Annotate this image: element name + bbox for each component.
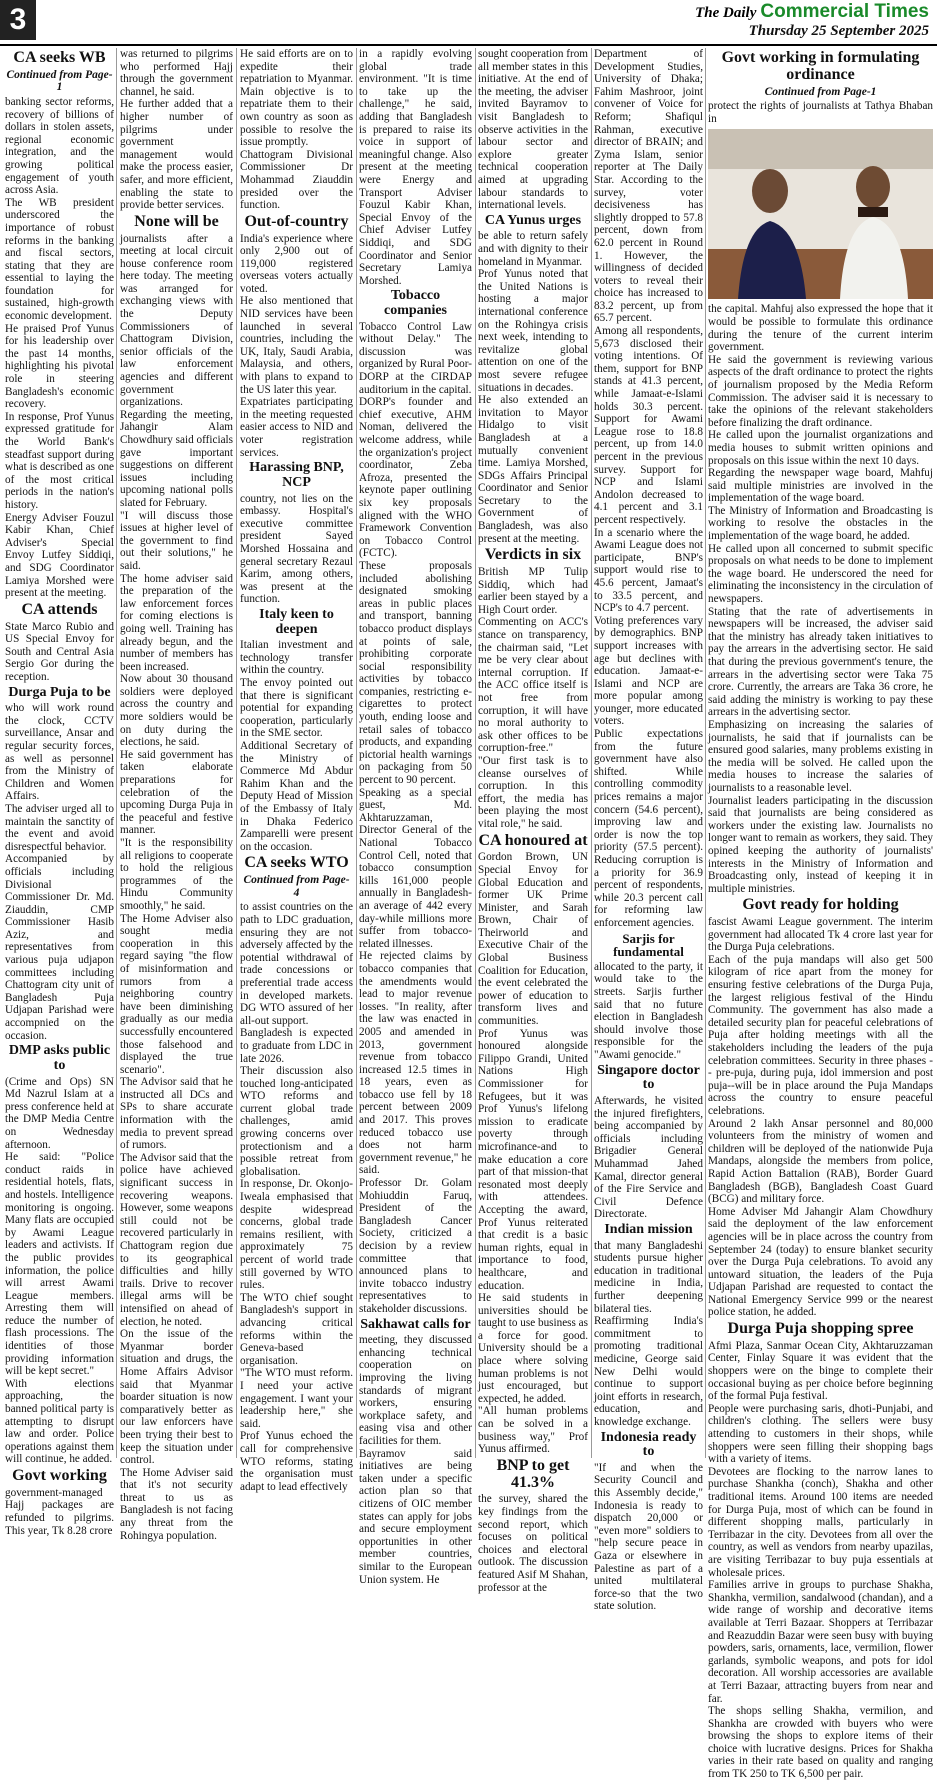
headline: Govt working bbox=[12, 1467, 107, 1484]
column-4 bbox=[359, 48, 472, 1586]
paragraph: The Home Adviser also sought media cooperation in this regard saying "the flow of misinformation and rumors from a neighboring country have been diminishing gradually as our media successfully encountered those falsehood and displayed the true scenario". bbox=[120, 912, 233, 1076]
column-rule bbox=[236, 48, 237, 1458]
column-rule bbox=[116, 48, 117, 1458]
paragraph: journalists after a meeting at local circuit house conference room here today. The meeting was arranged for exchanging views with the Deputy Commissioners of Chattogram Division, senior officials of the law enforcement agencies and different government organizations. bbox=[120, 232, 233, 409]
headline: Harassing BNP, NCP bbox=[249, 460, 344, 490]
paragraph: Public expectations from the future government have also shifted. While controlling commodity prices remains a major concern (54.6 percent), improving law and order is now the top priority (57.5 percent). Reducing corruption is a priority for 36.9 percent of respondents, while 20.3 percent call for reforming law enforcement agencies. bbox=[594, 728, 703, 929]
photo-illustration bbox=[708, 129, 933, 299]
paragraph: protect the rights of journalists at Tathya Bhaban in bbox=[708, 100, 933, 125]
paragraph: allocated to the party, it would take to the streets. Sarjis further said that no future election in Bangladesh should involve those responsible for the "Awami genocide." bbox=[594, 960, 703, 1061]
paragraph: be able to return safely and with dignity to their homeland in Myanmar. bbox=[478, 230, 588, 268]
headline: Singapore doctor to bbox=[597, 1062, 700, 1093]
paragraph: The envoy pointed out that there is significant potential for expanding cooperation, particularly in the SME sector. bbox=[240, 677, 353, 740]
paragraph: He said efforts are on to expedite their repatriation to Myanmar. Main objective is to repatriate them to their own country as soon as possible to resolve the issue promptly. bbox=[240, 48, 353, 149]
paragraph: the capital. Mahfuj also expressed the hope that it would be possible to formulate this ordinance during the tenure of the current interim government. bbox=[708, 303, 933, 354]
paragraph: With elections approaching, the banned political party is attempting to disrupt law and order. Police operations against them will continue, he added. bbox=[5, 1377, 114, 1466]
paragraph: Commenting on ACC's stance on transparency, the chairman said, "Let me be very clear about internal corruption. If the ACC office itself is not free from corruption, it will have no moral authority to ask other offices to be corruption-free." bbox=[478, 616, 588, 755]
paragraph: India's experience where only 2,900 out of 119,000 registered overseas voters actually voted. bbox=[240, 232, 353, 295]
paragraph: (Crime and Ops) SN Md Nazrul Islam at a press conference held at the DMP Media Centre on Wednesday afternoon. bbox=[5, 1075, 114, 1151]
paragraph: Now about 30 thousand soldiers were deployed across the country and more soldiers would be on duty during the elections, he said. bbox=[120, 673, 233, 749]
paragraph: Afmi Plaza, Sanmar Ocean City, Akhtaruzzaman Center, Finlay Square it was evident that the shoppers were on the binge to complete their occasional buying as per choice before beginning of the formal Puja festival. bbox=[708, 1339, 933, 1403]
paragraph: "The WTO must reform. I need your active engagement. I want your leadership here," she said. bbox=[240, 1367, 353, 1430]
paragraph: Their discussion also touched long-anticipated WTO reforms and current global trade challenges, amid growing concerns over protectionism and a possible retreat from globalisation. bbox=[240, 1065, 353, 1178]
column-5 bbox=[478, 48, 589, 1594]
paragraph: In response, Prof Yunus expressed gratitude for the World Bank's steadfast support during what is described as one of the most critical periods in the nation's history. bbox=[5, 410, 114, 511]
paragraph: The home adviser said the preparation of the law enforcement forces for coming elections is going well. Training has already begun, and the number of members has been increased. bbox=[120, 572, 233, 673]
column-rule bbox=[705, 48, 706, 1458]
paragraph: Afterwards, he visited the injured firefighters, being accompanied by officials including Brigadier General Muhammad Jahed Kamal, director general of the Fire Service and Civil Defence Directorate. bbox=[594, 1094, 703, 1221]
paragraph: State Marco Rubio and US Special Envoy for South and Central Asia Sergio Gor during the reception. bbox=[5, 620, 114, 683]
paragraph: Families arrive in groups to purchase Shakha, Shankha, vermilion, sandalwood (chandan), and a wide range of worship and decorative items available at Terri Bazaar. Shoppers at Terribazar and Reazuddin Bazar were seen busy with buying powders, saris, ornaments, lace, vermilion, flower garlands, symbolic weapons, and pots for idol decoration. All worship accessories are available at Terri Bazaar, attracting buyers from near and far. bbox=[708, 1579, 933, 1705]
paragraph: "If and when the Security Council and this Assembly decide," Indonesia is ready to dispatch 20,000 or "even more" soldiers to "help secure peace in Gaza or elsewhere in Palestine as part of a united multilateral force-so that the two state solution. bbox=[594, 1461, 703, 1613]
paragraph: Expatriates participating in the meeting requested easier access to NID and voter registration services. bbox=[240, 396, 353, 459]
paragraph: Energy Adviser Fouzul Kabir Khan, Chief Adviser's Special Envoy Lutfey Siddiqi, and SDG Coordinator Lamiya Morshed were present at the meeting. bbox=[5, 511, 114, 600]
column-2 bbox=[120, 48, 233, 1542]
paragraph: fascist Awami League government. The interim government had allocated Tk 4 crore last year for the Durga Puja celebrations. bbox=[708, 916, 933, 954]
column-7 bbox=[708, 48, 933, 1781]
paragraph: He said government has taken elaborate preparations for celebration of the upcoming Durga Puja in the peaceful and festive manner. bbox=[120, 748, 233, 837]
paragraph: Journalist leaders participating in the discussion said that journalists are being considered as workers under the existing law. Journalists no longer want to remain as workers, they said. They opined keeping the authority of journalists' interests in the Ministry of Information and Broadcasting only, instead of keeping it in multiple ministries. bbox=[708, 794, 933, 895]
paragraph: Speaking as a special guest, Md. Akhtaruzzaman, Director General of the National Tobacco Control Cell, noted that tobacco consumption kills 161,000 people annually in Bangladesh-an average of 442 every day-while millions more suffer from tobacco-related illnesses. bbox=[359, 786, 472, 950]
paragraph: "It is the responsibility all religions to cooperate to hold the religious programmes of the Hindu Community smoothly," he said. bbox=[120, 837, 233, 912]
paragraph: On the issue of the Myanmar border situation and drugs, the Home Affairs Advisor said that Myanmar boarder situation is now comparatively better as our law enforcers have been trying their best to keep the situation under control. bbox=[120, 1328, 233, 1467]
paragraph: Tobacco Control Law without Delay." The discussion was organized by Rural Poor-DORP at the CIRDAP auditorium in the capital. bbox=[359, 320, 472, 396]
paragraph: Chattogram Divisional Commissioner Dr Mohammad Ziauddin presided over the function. bbox=[240, 148, 353, 212]
column-3 bbox=[240, 48, 353, 1493]
newspaper-logo bbox=[695, 1, 929, 23]
headline: Out-of-country bbox=[244, 212, 349, 230]
paragraph: He rejected claims by tobacco companies that the amendments would lead to major revenue losses. "In reality, after the law was enacted in 2005 and amended in 2013, government revenue from tobacco increased 12.5 times in 18 years, even as tobacco use fell by 18 percent between 2009 and 2017. This proves reduced tobacco use does not harm government revenue," he said. bbox=[359, 950, 472, 1177]
paragraph: Reaffirming India's commitment to promoting traditional medicine, George said New Delhi would continue to support joint efforts in research, education, and knowledge exchange. bbox=[594, 1315, 703, 1428]
paragraph: Home Adviser Md Jahangir Alam Chowdhury said the deployment of the law enforcement agencies will be in place across the country from September 24 (today) to ensure blanket security over the Durga Puja celebrations. To avoid any untoward situation, the leaders of the Puja Udjapan Parishad are requested to contact the National Emergency Service 999 or the nearest police station, he added. bbox=[708, 1205, 933, 1319]
paragraph: Stating that the rate of advertisements in newspapers will be increased, the adviser said that the ministry has already taken initiatives to pay the arrears in the advertising sector. He said that during the previous government's tenure, the arrears in the advertising sector were Taka 75 crore. Currently, the arrears are Taka 36 crore, he said adding the ministry is working to pay these arrears in the advertising sector. bbox=[708, 605, 933, 719]
paragraph: He called upon all concerned to submit specific proposals on what needs to be done to implement the wage board. He underscored the need for eliminating the inconsistency in the circulation of newspapers. bbox=[708, 542, 933, 606]
continued-note: Continued from Page-1 bbox=[764, 85, 877, 98]
news-photo bbox=[708, 129, 933, 299]
paragraph: The Ministry of Information and Broadcasting is working to resolve the obstacles in the implementation of the wage board, he added. bbox=[708, 504, 933, 543]
paragraph: Gordon Brown, UN Special Envoy for Global Education and former UK Prime Minister, and Sarah Brown, Chair of Theirworld and Executive Chair of the Global Business Coalition for Education, the event celebrated the power of education to transform lives and communities. bbox=[478, 851, 588, 1028]
column-rule bbox=[591, 48, 592, 1458]
headline: CA Yunus urges bbox=[484, 212, 582, 228]
headline: None will be bbox=[134, 212, 219, 230]
issue-date: Thursday 25 September 2025 bbox=[748, 23, 929, 39]
paragraph: who will work round the clock, CCTV surveillance, Ansar and regular security forces, as well as personnel from the Ministry of Children and Women Affairs. bbox=[5, 702, 114, 803]
paragraph: "All human problems can be solved in a business way," Prof Yunus affirmed. bbox=[478, 1405, 588, 1456]
headline: Verdicts in six bbox=[484, 546, 582, 564]
paragraph: The Home Adviser said that it's not security threat to us as Bangladesh is not facing any threat from the Rohingya population. bbox=[120, 1466, 233, 1542]
paragraph: Among all respondents, 5,673 disclosed their voting intentions. Of them, support for BNP stands at 41.3 percent, while Jamaat-e-Islami holds 30.3 percent. Support for Awami League rose to 18.8 percent, up from 14.0 percent in the previous survey. Support for NCP and Islami Andolon decreased to 4.1 percent and 3.1 percent respectively. bbox=[594, 325, 703, 526]
paragraph: Devotees are flocking to the narrow lanes to purchase Shankha (conch), Shakha and other traditional items. Around 100 items are needed for Durga Puja, most of which can be found in different shopping malls, particularly in Terribazar in the city. Devotees from all over the country, as well as vendors from nearby upazilas, are visiting Terribazar to buy puja essentials at wholesale prices. bbox=[708, 1465, 933, 1579]
paragraph: Prof Yunus echoed the call for comprehensive WTO reforms, stating the organisation must adapt to lead effectively bbox=[240, 1430, 353, 1493]
continued-note: Continued from Page-1 bbox=[6, 68, 113, 94]
paragraph: Around 2 lakh Ansar personnel and 80,000 volunteers from the ministry of women and children will be deployed of the nationwide Puja Mandaps, alongside the members from police, Rapid Action Battalion (RAB), Border Guard Bangladesh (BGB), Bangladesh Coast Guard (BCG) and military force. bbox=[708, 1117, 933, 1206]
headline: Indonesia ready to bbox=[600, 1429, 697, 1460]
page-number: 3 bbox=[0, 0, 36, 40]
paragraph: the survey, shared the key findings from the second report, which focuses on political choices and electoral outlook. The discussion featured Asif M Shahan, professor at the bbox=[478, 1493, 588, 1594]
column-6 bbox=[594, 48, 703, 1613]
paragraph: government-managed Hajj packages are refunded to pilgrims. This year, Tk 8.28 crore bbox=[5, 1486, 114, 1537]
column-1 bbox=[5, 48, 114, 1537]
paragraph: Prof Yunus noted that the United Nations is hosting a major international conference on the Rohingya crisis next week, intending to revitalize global attention on one of the most severe refugee situations in decades. bbox=[478, 268, 588, 394]
paragraph: He praised Prof Yunus for his leadership over the past 14 months, highlighting his pivotal role in steering Bangladesh's economic recovery. bbox=[5, 322, 114, 411]
paragraph: The adviser urged all to maintain the sanctity of the event and avoid disrespectful behavior. bbox=[5, 802, 114, 853]
paragraph: The Advisor said that the police have achieved significant success in recovering weapons. However, some weapons still could not be recovered particularly in Chattogram region due to its geographical difficulties and hilly trails. Drive to recover illegal arms will be intensified on ahead of election, he noted. bbox=[120, 1151, 233, 1328]
paragraph: He called upon the journalist organizations and media houses to submit written opinions and proposals on this issue within the next 10 days. bbox=[708, 429, 933, 467]
paragraph: He also mentioned that NID services have been launched in several countries, including the UK, Italy, Saudi Arabia, Malaysia, and others, with plans to expand to the US later this year. bbox=[240, 295, 353, 396]
paragraph: He also extended an invitation to Mayor Hidalgo to visit Bangladesh at a mutually convenient time. Lamiya Morshed, SDGs Affairs Principal Coordinator and Senior Secretary to the Government of Bangladesh, was also present at the meeting. bbox=[478, 394, 588, 545]
paragraph: DORP's founder and chief executive, AHM Noman, delivered the welcome address, while the organization's project coordinator, Zeba Afroza, presented the keynote paper outlining six key proposals aligned with the WHO Framework Convention on Tobacco Control (FCTC). bbox=[359, 396, 472, 560]
paragraph: banking sector reforms, recovery of billions of dollars in stolen assets, regional economic integration, and the growing political engagement of youth across Asia. bbox=[5, 95, 114, 197]
headline: Indian mission bbox=[604, 1221, 693, 1237]
paragraph: He said students in universities should be taught to use business as a force for good. University should be a place where solving human problems is not just encouraged, but expected, he added. bbox=[478, 1292, 589, 1405]
paragraph: Emphasizing on increasing the salaries of journalists, he said that if journalists can be ensured good salaries, many problems existing in the media will be solved. He called upon the media houses to increase the salaries of journalists to a reasonable level. bbox=[708, 718, 933, 794]
paragraph: Prof Yunus was honoured alongside Filippo Grandi, United Nations High Commissioner for Refugees, but it was Prof Yunus's lifelong mission to eradicate poverty through microfinance-and to make education a core part of that mission-that resonated most deeply with attendees. Accepting the award, Prof Yunus reiterated that credit is a basic human rights, equal in importance to food, healthcare, and education. bbox=[478, 1027, 588, 1292]
paragraph: Each of the puja mandaps will also get 500 kilogram of rice apart from the money for ensuring festive celebrations of the Durga Puja, the largest religious festival of the Hindu Community. The government has also made a detailed security plan for peaceful celebrations of Puja after holding meetings with all the stakeholders including the leaders of the puja celebration committees. Security in three phases -- pre-puja, during puja, idol immersion and post puja--will be in place around the Puja Mandaps across the country to ensure peaceful celebrations. bbox=[708, 953, 933, 1117]
paragraph: was returned to pilgrims who performed Hajj through the government channel, he said. bbox=[120, 48, 233, 98]
paragraph: He said the government is reviewing various aspects of the draft ordinance to protect the rights of journalism proposed by the Media Reform Commission. The adviser said it is necessary to take the opinions of the relevant stakeholders before finalizing the draft ordinance. bbox=[708, 353, 933, 429]
headline: CA seeks WB bbox=[13, 49, 106, 66]
paragraph: These proposals included abolishing designated smoking areas in public places and transport, banning tobacco product displays at points of sale, prohibiting corporate social responsibility activities by tobacco companies, restricting e-cigarettes to protect youth, ending loose and retail sales of tobacco products, and expanding pictorial health warnings on packaging from 50 percent to 90 percent. bbox=[359, 559, 472, 787]
paragraph: in a rapidly evolving global trade environment. "It is time to take up the challenge," he said, adding that Bangladesh is prepared to raise its voice in support of meaningful change. Also present at the meeting were Energy and Transport Adviser Fouzul Kabir Khan, Special Envoy of the Chief Adviser Lutfey Siddiqi, and SDG Coordinator and Senior Secretary Lamiya Morshed. bbox=[359, 48, 472, 287]
paragraph: Professor Dr. Golam Mohiuddin Faruq, President of the Bangladesh Cancer Society, criticized a decision by a review committee that announced plans to invite tobacco industry representatives to stakeholder discussions. bbox=[359, 1177, 472, 1315]
headline: Sarjis for fundamental bbox=[613, 930, 684, 960]
paragraph: The WB president underscored the importance of robust reforms in the banking and fiscal sectors, stating that they are essential to laying the foundation for sustained, high-growth economic development. bbox=[5, 196, 114, 323]
paragraph: Additional Secretary of the Ministry of Commerce Md Abdur Rahim Khan and the Deputy Head of Mission of the Embassy of Italy in Dhaka Federico Zamparelli were present on the occasion. bbox=[240, 740, 353, 853]
paragraph: sought cooperation from all member states in this initiative. At the end of the meeting, the adviser invited Bayramov to visit Bangladesh to observe activities in the labour sector and explore greater technical cooperation aimed at upgrading labour standards to international levels. bbox=[478, 48, 588, 212]
paragraph: Bayramov said initiatives are being taken under a specific action plan so that citizens of OIC member states can apply for jobs and secure employment opportunities in other member countries, similar to the European Union system. He bbox=[359, 1447, 472, 1586]
headline: Durga Puja to be bbox=[8, 684, 111, 700]
headline: CA honoured at bbox=[478, 831, 588, 849]
headline: CA attends bbox=[21, 600, 98, 618]
logo-prefix: The Daily bbox=[695, 5, 757, 21]
paragraph: The shops selling Shakha, vermilion, and Shankha are crowded with buyers who were browsing the shops to explore items of their choice with lucrative designs. Prices for Shakha varies in their rate based on quality and ranging from TK 250 to TK 6,500 per pair. bbox=[708, 1705, 933, 1781]
paragraph: In response, Dr. Okonjo-Iweala emphasised that despite widespread concerns, global trade remains resilient, with approximately 75 percent of world trade still governed by WTO rules. bbox=[240, 1178, 353, 1292]
headline: Sakhawat calls for bbox=[360, 1316, 471, 1332]
paragraph: The Advisor said that he instructed all DCs and SPs to share accurate information with the media to prevent spread of rumors. bbox=[120, 1076, 233, 1152]
paragraph: He said: "Police conduct raids in residential hotels, flats, and hostels. Intelligence monitoring is ongoing. Many flats are occupied by Awami League leaders and activists. If the public provides information, the police will arrest Awami League members. Arresting them will reduce the number of flash processions. The identities of those providing information will be kept secret." bbox=[5, 1151, 114, 1378]
headline: Govt working in formulating ordinance bbox=[721, 49, 920, 83]
paragraph: The WTO chief sought Bangladesh's support in advancing critical reforms within the Geneva-based organisation. bbox=[240, 1291, 353, 1367]
masthead bbox=[0, 0, 937, 46]
column-rule bbox=[356, 48, 357, 1458]
paragraph: He further added that a higher number of pilgrims under government management would make the process easier, safer, and more efficient, enabling the state to provide better services. bbox=[120, 98, 233, 212]
paragraph: to assist countries on the path to LDC graduation, ensuring they are not adversely affected by the potential withdrawal of trade concessions or preferential trade access in developed markets. DG WTO assured of her all-out support. bbox=[240, 901, 353, 1027]
headline: Durga Puja shopping spree bbox=[727, 1320, 914, 1338]
headline: Govt ready for holding bbox=[742, 896, 899, 914]
paragraph: Regarding the meeting, Jahangir Alam Chowdhury said officials gave important suggestions on different issues including upcoming national polls slated for February. bbox=[120, 408, 233, 509]
paragraph: Accompanied by officials including Divisional Commissioner Dr. Md. Ziauddin, CMP Commissioner Hasib Aziz, and representatives from various puja udjapon committees including Chattogram city unit of Bangladesh Puja Udjapan Parishad were accompnied on the occasion. bbox=[5, 853, 114, 1042]
paragraph: Bangladesh is expected to graduate from LDC in late 2026. bbox=[240, 1027, 353, 1065]
paragraph: "I will discuss those issues at higher level of the government to find out their solutions," he said. bbox=[120, 509, 233, 572]
headline: BNP to get 41.3% bbox=[496, 1456, 570, 1491]
paragraph: Voting preferences vary by demographics. BNP support increases with age but declines with education. Jamaat-e-Islami and NCP are more popular among younger, more educated voters. bbox=[594, 614, 703, 728]
logo-name: Commercial Times bbox=[760, 1, 929, 22]
column-rule bbox=[475, 48, 476, 1458]
headline: Italy keen to deepen bbox=[259, 606, 334, 637]
paragraph: People were purchasing saris, dhoti-Punjabi, and children's clothing. The sellers were busy attending to customers in their shops, while shoppers were seen filling their shopping bags with a variety of items. bbox=[708, 1402, 933, 1466]
paragraph: Italian investment and technology transfer within the country. bbox=[240, 639, 353, 677]
paragraph: "Our first task is to cleanse ourselves of corruption. In this effort, the media has been playing the most vital role," he said. bbox=[478, 754, 588, 830]
continued-note: Continued from Page- 4 bbox=[243, 874, 350, 899]
paragraph: Department of Development Studies, University of Dhaka; Fahim Mashroor, joint convener of Voice for Reform; Shafiqul Rahman, executive director of BRAIN; and Zyma Islam, senior reporter at The Daily Star. According to the survey, voter decisiveness has slightly dropped to 57.8 percent, down from 62.0 percent in Round 1. However, the willingness of decided voters to reveal their choice has increased to 83.2 percent, up from 65.7 percent. bbox=[594, 48, 703, 325]
headline: CA seeks WTO bbox=[244, 854, 349, 872]
paragraph: In a scenario where the Awami League does not participate, BNP's support would rise to 45.6 percent, Jamaat's to 33.5 percent, and NCP's to 4.7 percent. bbox=[594, 526, 703, 615]
paragraph: meeting, they discussed enhancing technical cooperation on improving the living standards of migrant workers, ensuring workplace safety, and easing visa and other facilities for them. bbox=[359, 1334, 472, 1447]
paragraph: country, not lies on the embassy. Hospital's executive committee president Sayed Morshed Hossaina and general secretary Rezaul Karim, among others, was present at the function. bbox=[240, 492, 353, 606]
headline: DMP asks public to bbox=[8, 1043, 111, 1073]
headline: Tobacco companies bbox=[384, 288, 447, 318]
paragraph: that many Bangladeshi students pursue higher education in traditional medicine in India, further deepening bilateral ties. bbox=[594, 1239, 703, 1315]
paragraph: British MP Tulip Siddiq, which had earlier been stayed by a High Court order. bbox=[478, 566, 588, 616]
paragraph: Regarding the newspaper wage board, Mahfuj said multiple ministries are involved in the implementation of the wage board. bbox=[708, 467, 933, 505]
